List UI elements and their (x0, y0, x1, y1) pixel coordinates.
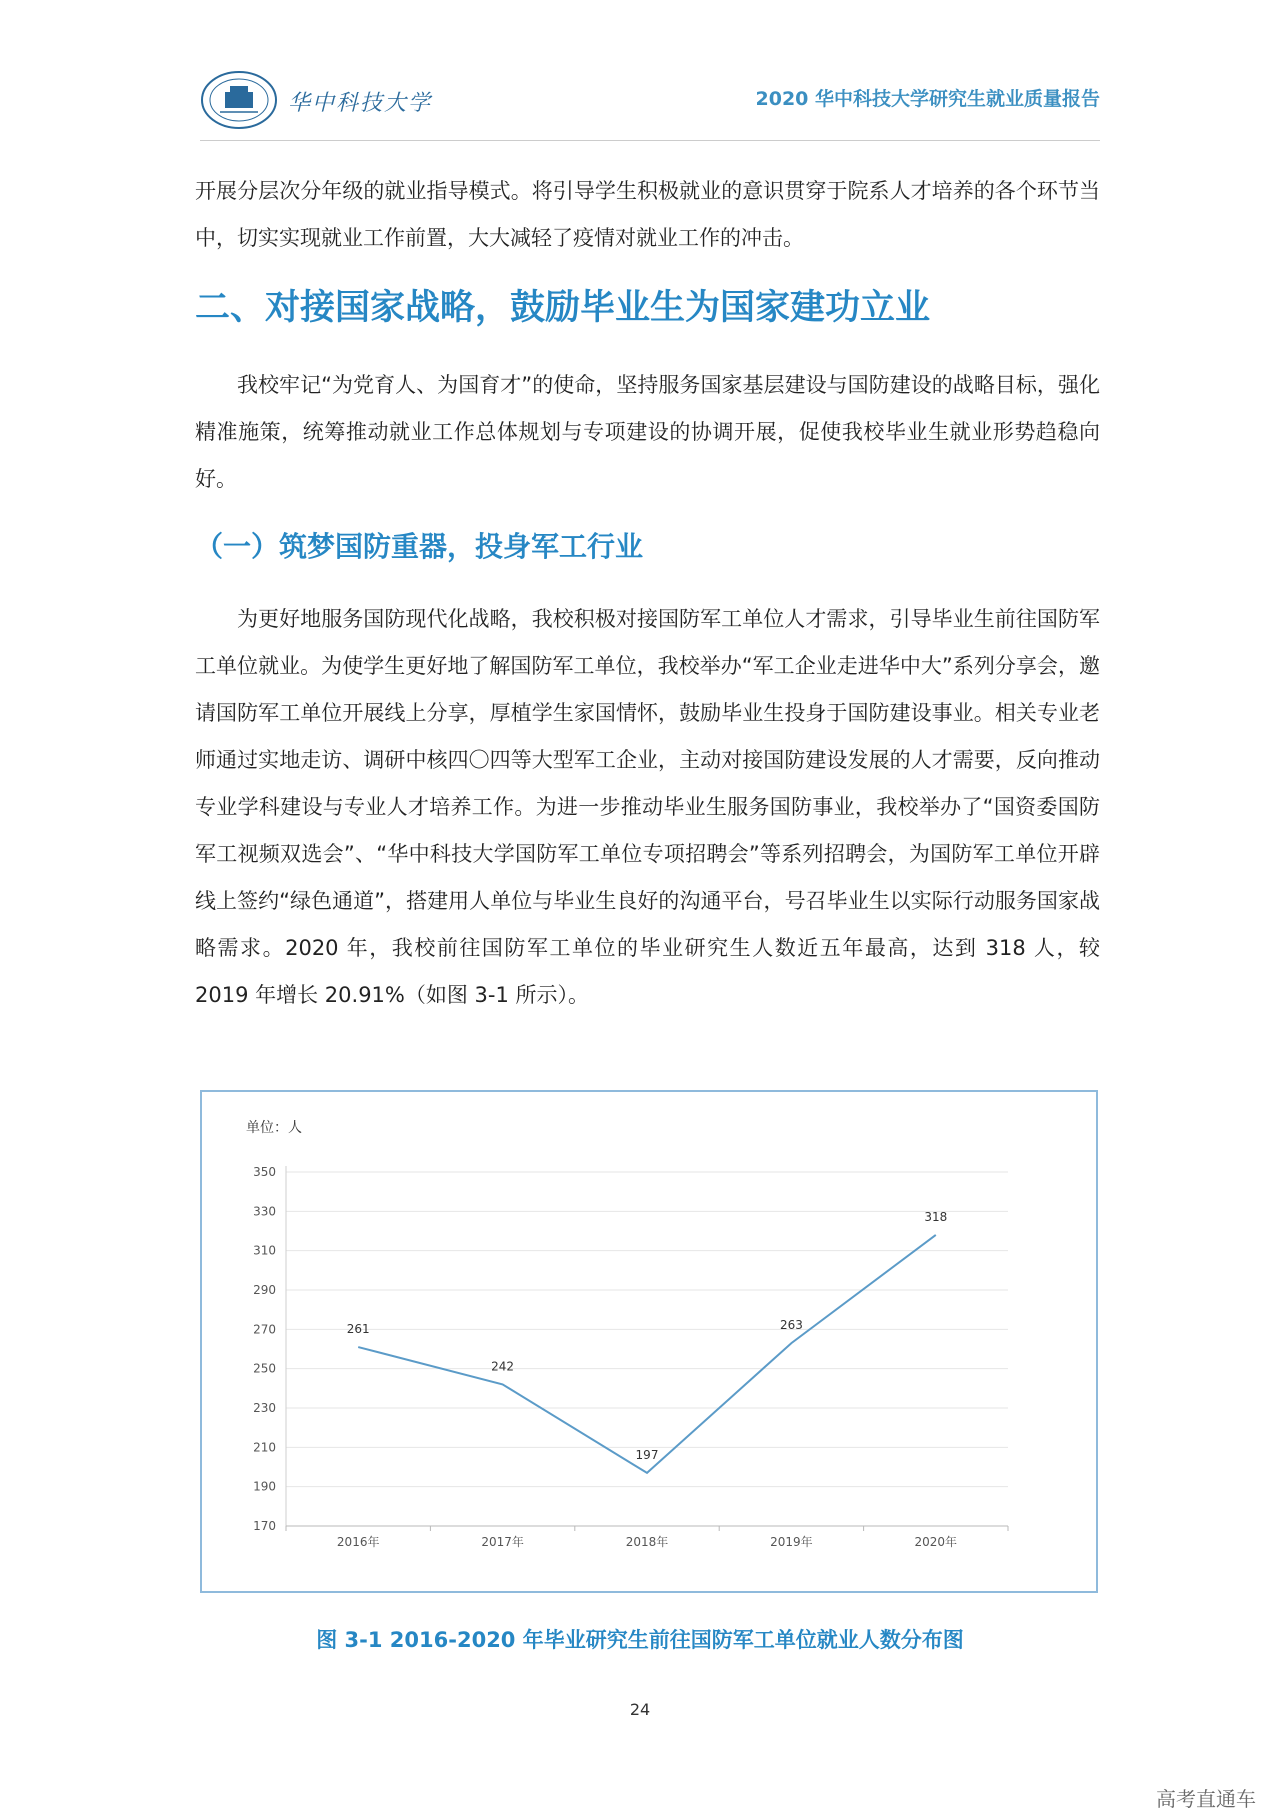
paragraph-section-intro: 我校牢记“为党育人、为国育才”的使命，坚持服务国家基层建设与国防建设的战略目标，强化精准施策，统筹推动就业工作总体规划与专项建设的协调开展，促使我校毕业生就业形势趋稳向好。 (195, 373, 1100, 491)
header-divider (200, 140, 1100, 141)
data-label: 261 (346, 1322, 370, 1337)
y-tick-label: 230 (253, 1401, 276, 1415)
unit-label: 单位：人 (246, 1120, 302, 1136)
paragraph-defense: 为更好地服务国防现代化战略，我校积极对接国防军工单位人才需求，引导毕业生前往国防军工单位就业。为使学生更好地了解国防军工单位，我校举办“军工企业走进华中大”系列分享会，邀请国防军工单位开展线上分享，厚植学生家国情怀，鼓励毕业生投身于国防建设事业。相关专业老师通过实地走访、调研中核四〇四等大型军工企业，主动对接国防建设发展的人才需要，反向推动专业学科建设与专业人才培养工作。为进一步推动毕业生服务国防事业，我校举办了“国资委国防军工视频双选会”、“华中科技大学国防军工单位专项招聘会”等系列招聘会，为国防军工单位开辟线上签约“绿色通道”，搭建用人单位与毕业生良好的沟通平台，号召毕业生以实际行动服务国家战略需求。2020 年，我校前往国防军工单位的毕业研究生人数近五年最高，达到 318 人，较 2019 年增长 20.91%（如图 3-1 所示）。 (195, 607, 1100, 1007)
series-line (358, 1235, 936, 1473)
figure-caption: 图 3-1 2016-2020 年毕业研究生前往国防军工单位就业人数分布图 (316, 1628, 964, 1652)
x-tick-label: 2016年 (336, 1535, 380, 1549)
x-tick-label: 2017年 (481, 1535, 524, 1549)
y-tick-label: 170 (253, 1519, 276, 1533)
y-tick-label: 270 (253, 1322, 276, 1337)
x-tick-label: 2019年 (770, 1535, 813, 1549)
paragraph-intro: 开展分层次分年级的就业指导模式。将引导学生积极就业的意识贯穿于院系人才培养的各个环节当中，切实实现就业工作前置，大大减轻了疫情对就业工作的冲击。 (195, 179, 1100, 250)
university-seal-icon (200, 70, 278, 130)
y-tick-label: 290 (253, 1283, 276, 1297)
data-label: 197 (635, 1447, 659, 1462)
x-tick-label: 2020年 (914, 1535, 958, 1549)
line-chart (202, 1092, 1096, 1591)
y-tick-label: 210 (253, 1440, 276, 1455)
y-tick-label: 350 (253, 1165, 276, 1179)
y-tick-label: 250 (253, 1361, 276, 1376)
y-tick-label: 310 (253, 1243, 276, 1258)
x-tick-label: 2018年 (625, 1535, 669, 1549)
data-label: 263 (779, 1318, 803, 1333)
y-tick-label: 190 (253, 1479, 276, 1494)
section-heading: 二、对接国家战略，鼓励毕业生为国家建功立业 (195, 288, 931, 328)
data-label: 318 (924, 1209, 948, 1224)
university-logo-text: 华中科技大学 (288, 91, 433, 116)
report-title: 2020 华中科技大学研究生就业质量报告 (755, 88, 1100, 110)
data-label: 242 (491, 1359, 515, 1374)
subsection-heading: （一）筑梦国防重器，投身军工行业 (195, 530, 644, 563)
chart-frame (200, 1090, 1098, 1593)
page-number: 24 (629, 1700, 651, 1719)
watermark-text: 高考直通车 (1156, 1787, 1256, 1811)
y-tick-label: 330 (253, 1204, 276, 1219)
page-header (200, 70, 1100, 140)
